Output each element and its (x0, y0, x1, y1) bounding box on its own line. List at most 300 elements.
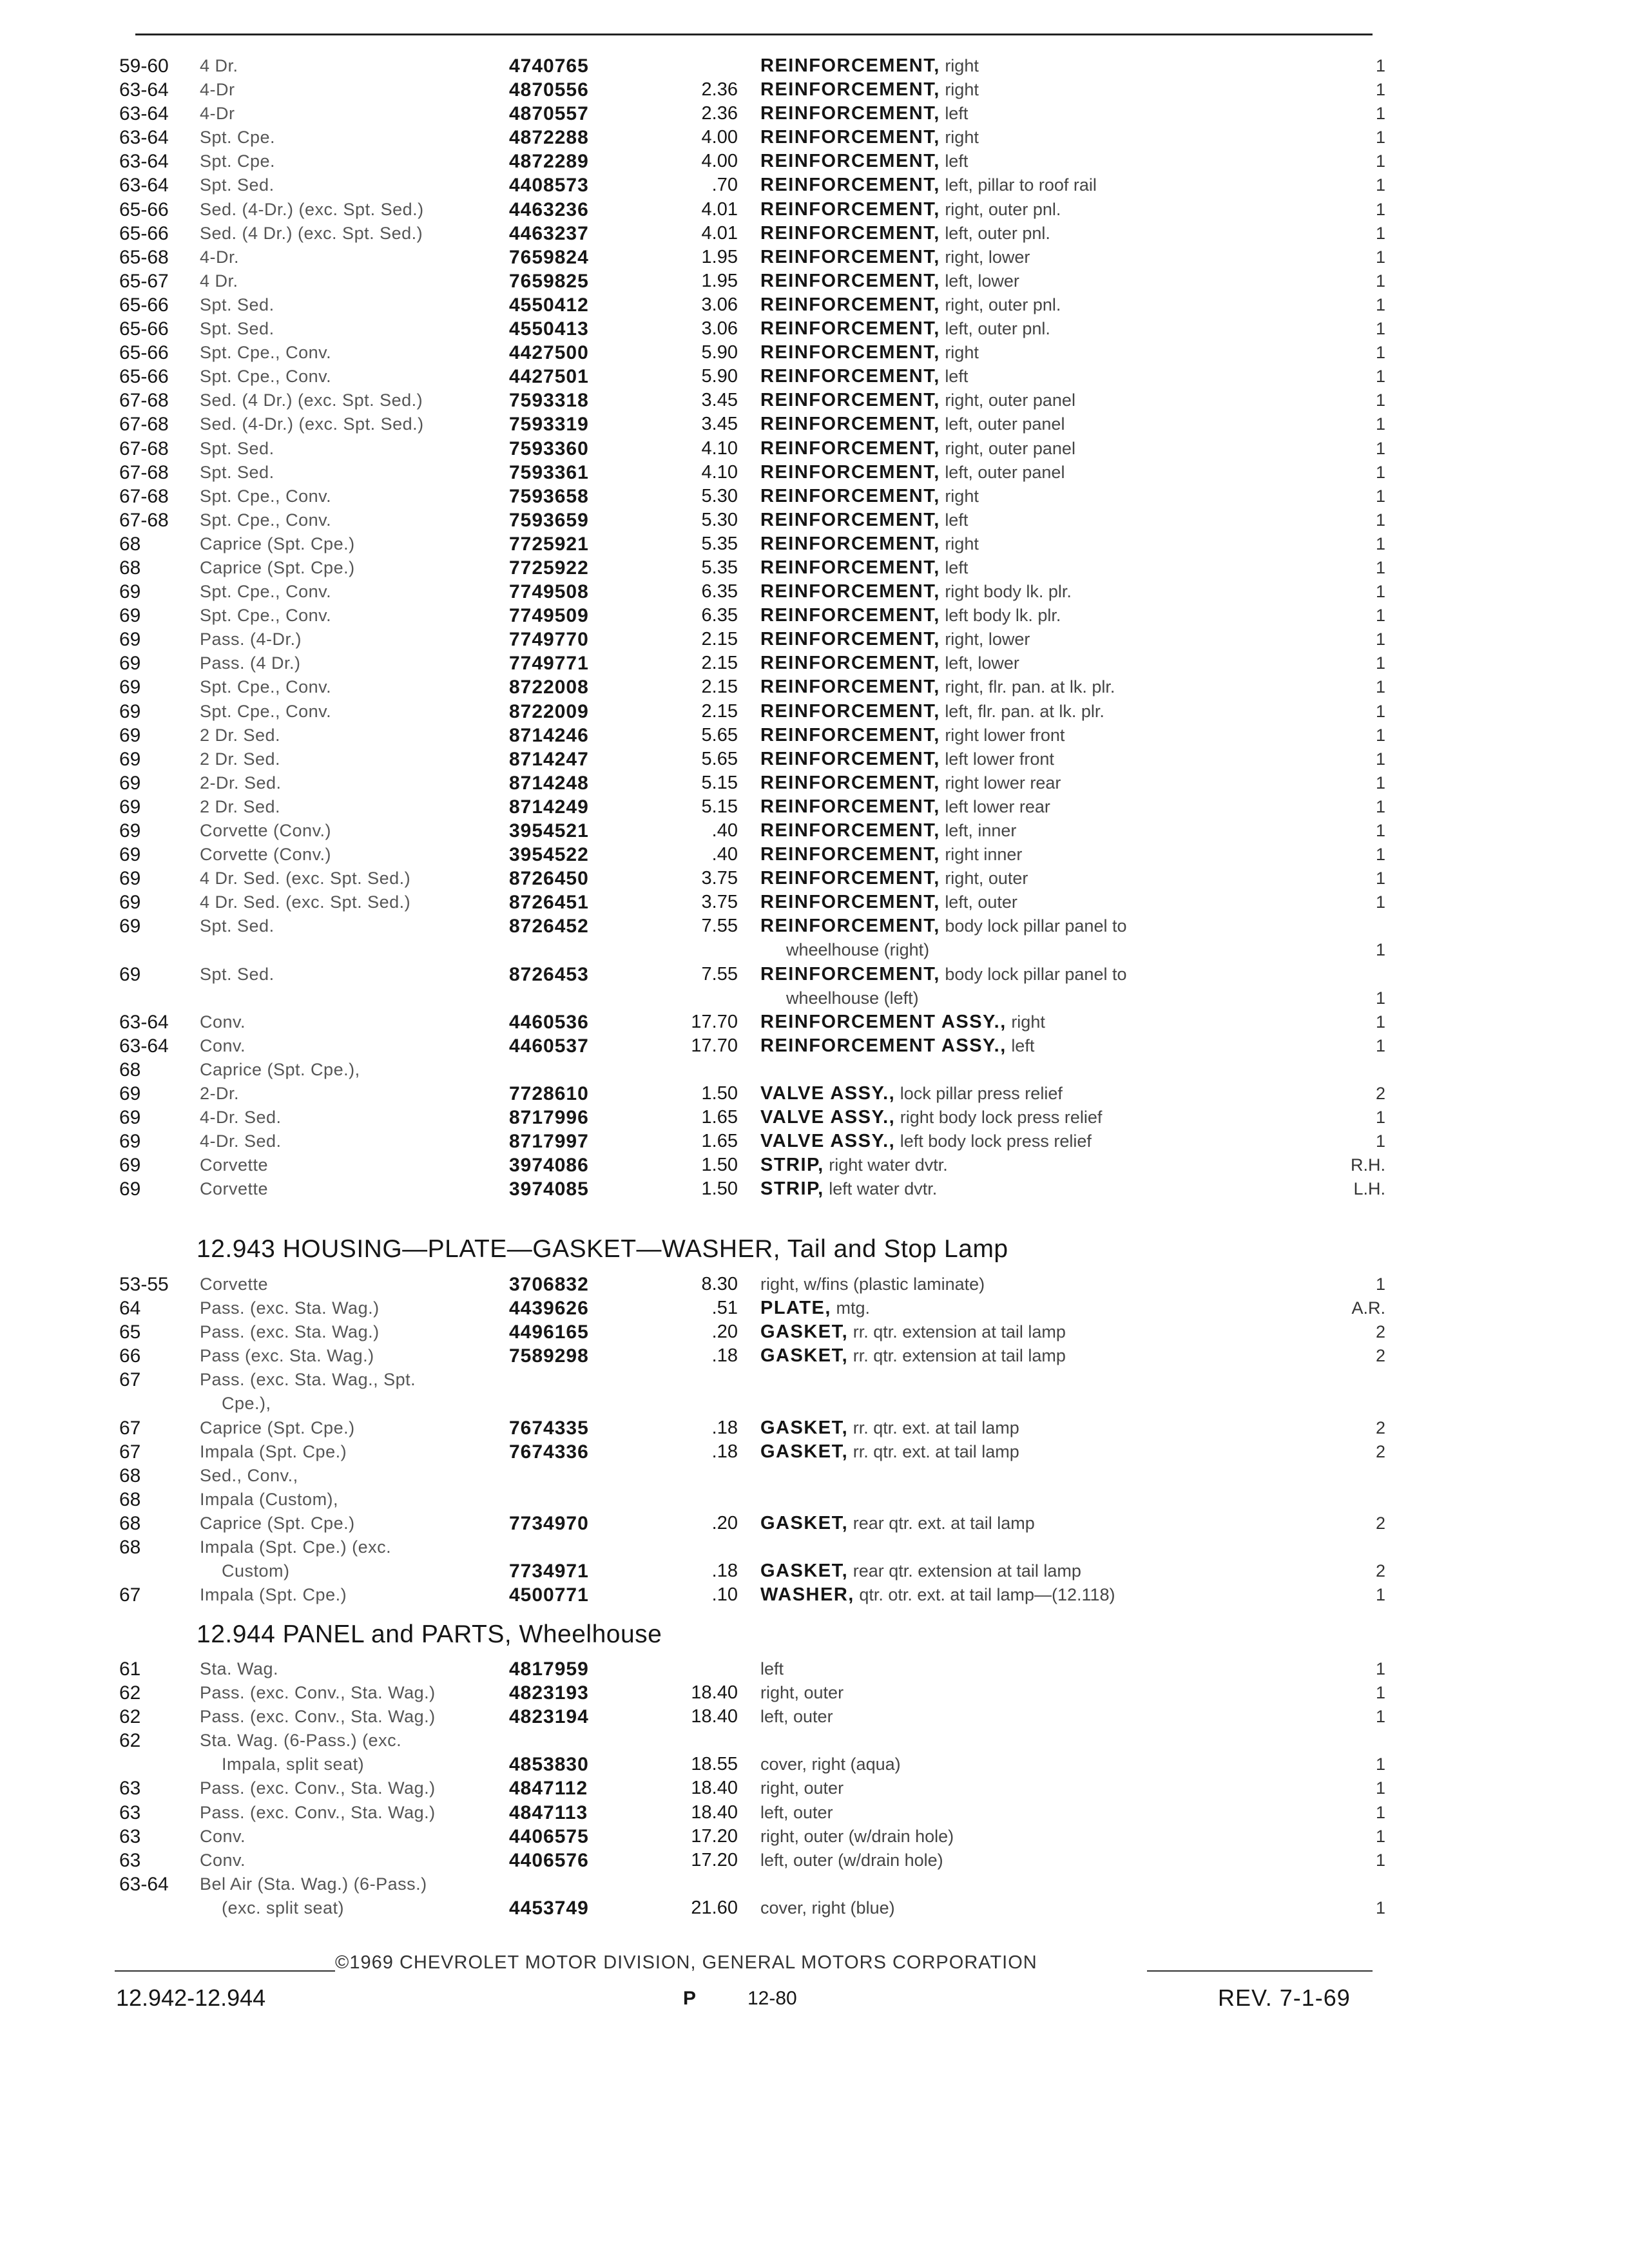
quantity: 1 (1375, 367, 1385, 387)
part-description (760, 532, 1366, 556)
part-name: REINFORCEMENT, (760, 653, 940, 674)
model-years: 67-68 (119, 390, 169, 412)
model-description: 2-Dr. Sed. (200, 773, 282, 793)
part-name: REINFORCEMENT, (760, 127, 940, 148)
model-years: 63-64 (119, 127, 169, 149)
part-name: REINFORCEMENT, (760, 724, 940, 745)
part-detail: right (945, 343, 979, 363)
part-description (760, 1512, 1366, 1535)
part-name: REINFORCEMENT, (760, 103, 940, 124)
list-price: .51 (711, 1298, 738, 1319)
list-price: 17.20 (691, 1849, 738, 1870)
model-description: Corvette (200, 1155, 269, 1175)
part-number: 3974086 (509, 1155, 589, 1177)
model-years: 67 (119, 1584, 141, 1606)
part-name: REINFORCEMENT, (760, 772, 940, 793)
list-price: 6.35 (701, 605, 738, 626)
part-description (760, 771, 1366, 795)
part-detail: right (945, 56, 979, 75)
model-years: 68 (119, 1537, 141, 1559)
part-number: 8717997 (509, 1131, 589, 1153)
heading-sub: Tail and Stop Lamp (787, 1235, 1008, 1263)
model-years: 69 (119, 916, 141, 937)
model-description: Impala (Spt. Cpe.) (exc. (200, 1537, 392, 1557)
model-years: 65-66 (119, 198, 169, 220)
quantity: 1 (1375, 988, 1385, 1008)
list-price: 1.50 (701, 1155, 738, 1176)
list-price: 8.30 (701, 1274, 738, 1294)
model-years: 69 (119, 629, 141, 651)
model-description: 4-Dr. (200, 247, 240, 267)
quantity: 1 (1375, 1659, 1385, 1678)
quantity: 1 (1375, 725, 1385, 745)
list-price: 18.40 (691, 1778, 738, 1799)
quantity: 1 (1375, 845, 1385, 865)
part-detail: right, w/fins (plastic laminate) (760, 1274, 985, 1294)
heading-number: 12.944 (197, 1620, 276, 1648)
part-detail: rear qtr. extension at tail lamp (853, 1561, 1081, 1581)
list-price: 4.01 (701, 222, 738, 244)
model-description: Spt. Cpe., Conv. (200, 677, 332, 697)
list-price: 2.15 (701, 629, 738, 650)
part-number: 7725921 (509, 533, 589, 555)
model-description: Sed. (4-Dr.) (exc. Spt. Sed.) (200, 414, 424, 434)
part-number: 8726453 (509, 963, 589, 985)
model-description: Corvette (200, 1179, 269, 1199)
part-description (760, 1440, 1366, 1464)
model-years: 65-68 (119, 246, 169, 268)
list-price: .10 (711, 1584, 738, 1606)
list-price: 18.55 (691, 1754, 738, 1775)
part-name: VALVE ASSY., (760, 1131, 896, 1152)
model-years: 69 (119, 581, 141, 603)
part-number: 7593319 (509, 414, 589, 436)
quantity: 2 (1375, 1441, 1385, 1461)
part-name: REINFORCEMENT, (760, 318, 940, 340)
part-detail: right, outer (w/drain hole) (760, 1826, 954, 1846)
top-rule (135, 34, 1373, 35)
part-name: REINFORCEMENT, (760, 629, 940, 650)
part-description (760, 747, 1366, 771)
model-years: 67 (119, 1369, 141, 1391)
part-detail: left (945, 367, 969, 387)
part-name: GASKET, (760, 1561, 849, 1582)
model-years: 62 (119, 1730, 141, 1752)
model-description: Spt. Cpe., Conv. (200, 510, 332, 530)
part-number: 4872289 (509, 151, 589, 173)
parts-row (0, 1416, 1629, 1440)
quantity: 1 (1375, 462, 1385, 482)
part-detail: left (945, 510, 969, 530)
model-years: 63 (119, 1825, 141, 1847)
parts-row (0, 78, 1629, 102)
model-description: 4-Dr (200, 80, 235, 100)
part-description (760, 198, 1366, 222)
part-description (760, 1657, 1366, 1681)
model-years: 63 (119, 1802, 141, 1823)
model-description: 2 Dr. Sed. (200, 749, 281, 769)
part-description (760, 867, 1366, 890)
part-detail: right (945, 80, 979, 100)
quantity: 1 (1375, 796, 1385, 816)
part-number: 4427500 (509, 342, 589, 364)
part-description (760, 1896, 1366, 1920)
footer-rule-left (115, 1970, 335, 1972)
part-description (760, 1681, 1366, 1705)
quantity: 1 (1375, 653, 1385, 673)
quantity: 1 (1375, 438, 1385, 458)
part-name: GASKET, (760, 1441, 849, 1462)
quantity: 1 (1375, 1898, 1385, 1917)
part-name: REINFORCEMENT, (760, 820, 940, 841)
part-detail: right (1011, 1012, 1045, 1032)
part-detail: left (945, 104, 969, 124)
parts-row (0, 1729, 1629, 1753)
model-description: 4 Dr. Sed. (exc. Spt. Sed.) (200, 869, 411, 889)
list-price: 5.65 (701, 724, 738, 745)
model-years: 69 (119, 748, 141, 770)
part-number: 4550413 (509, 318, 589, 340)
quantity: L.H. (1353, 1179, 1385, 1199)
part-detail: left lower rear (945, 796, 1050, 816)
part-description (760, 675, 1366, 699)
part-description (760, 843, 1366, 867)
model-description: Caprice (Spt. Cpe.) (200, 557, 355, 577)
model-description: Spt. Cpe., Conv. (200, 582, 332, 602)
part-detail: wheelhouse (left) (786, 988, 919, 1008)
model-years: 69 (119, 868, 141, 890)
quantity: 1 (1375, 557, 1385, 577)
model-description: Pass. (exc. Sta. Wag., Spt. (200, 1370, 416, 1390)
part-name: REINFORCEMENT, (760, 916, 940, 937)
section-12-944-rows (0, 1657, 1629, 1920)
part-description (760, 269, 1366, 293)
part-detail: left body lock press relief (900, 1131, 1092, 1151)
section-heading-12-944 (197, 1620, 662, 1649)
model-description: Corvette (Conv.) (200, 845, 332, 865)
part-description (760, 54, 1366, 78)
parts-row (0, 771, 1629, 795)
part-name: REINFORCEMENT, (760, 175, 940, 196)
part-detail: right (945, 486, 979, 506)
part-detail: right lower front (945, 725, 1065, 745)
part-description (760, 461, 1366, 485)
quantity: 1 (1375, 821, 1385, 840)
part-detail: left, outer panel (945, 414, 1065, 434)
part-detail: right, lower (945, 247, 1030, 267)
model-years: 65-66 (119, 342, 169, 364)
model-years: 64 (119, 1298, 141, 1320)
part-name: REINFORCEMENT, (760, 892, 940, 913)
list-price: 6.35 (701, 581, 738, 602)
part-name: REINFORCEMENT, (760, 390, 940, 411)
section-heading-12-943 (197, 1235, 1008, 1264)
model-years: 69 (119, 892, 141, 914)
parts-row (0, 1801, 1629, 1825)
parts-row (0, 1657, 1629, 1681)
parts-row (0, 963, 1629, 986)
part-detail: mtg. (836, 1298, 870, 1318)
part-name: STRIP, (760, 1178, 824, 1200)
part-detail: left (760, 1659, 784, 1678)
model-years: 69 (119, 1107, 141, 1129)
model-years: 69 (119, 844, 141, 866)
parts-row (0, 317, 1629, 341)
parts-row (0, 365, 1629, 389)
model-description: Pass. (exc. Sta. Wag.) (200, 1322, 380, 1342)
list-price: 5.35 (701, 533, 738, 554)
footer-copyright: ©1969 CHEVROLET MOTOR DIVISION, GENERAL MOTORS CORPORATION (335, 1952, 1037, 1973)
quantity: 1 (1375, 414, 1385, 434)
parts-row (0, 126, 1629, 149)
parts-row (0, 1082, 1629, 1106)
part-description (760, 1010, 1366, 1034)
part-detail: rr. qtr. extension at tail lamp (853, 1322, 1066, 1342)
part-description (760, 1106, 1366, 1129)
part-number: 4460537 (509, 1035, 589, 1057)
part-description (760, 1129, 1366, 1153)
model-years: 68 (119, 1512, 141, 1534)
part-detail: right, lower (945, 629, 1030, 649)
parts-row (0, 747, 1629, 771)
model-description: 4-Dr (200, 104, 235, 124)
part-name: REINFORCEMENT, (760, 151, 940, 172)
list-price: 7.55 (701, 916, 738, 937)
quantity: 1 (1375, 199, 1385, 219)
model-description: Pass. (exc. Sta. Wag.) (200, 1298, 380, 1318)
part-name: REINFORCEMENT, (760, 414, 940, 435)
quantity: 1 (1375, 1683, 1385, 1703)
model-years: 63-64 (119, 151, 169, 173)
part-number: 4817959 (509, 1658, 589, 1680)
part-number: 3954522 (509, 844, 589, 866)
quantity: 2 (1375, 1561, 1385, 1581)
part-detail: right, outer pnl. (945, 199, 1061, 219)
model-description: Spt. Cpe. (200, 151, 276, 171)
parts-row (0, 222, 1629, 245)
part-description (760, 1034, 1366, 1058)
model-years: 69 (119, 677, 141, 698)
model-years: 68 (119, 1465, 141, 1486)
part-number: 4439626 (509, 1298, 589, 1320)
model-description: 2-Dr. (200, 1084, 240, 1104)
part-detail: right (945, 533, 979, 553)
part-description (760, 389, 1366, 412)
model-years: 69 (119, 1155, 141, 1177)
parts-row (0, 245, 1629, 269)
list-price: 4.00 (701, 127, 738, 148)
parts-row (0, 1296, 1629, 1320)
part-description (760, 317, 1366, 341)
part-description (760, 1344, 1366, 1368)
parts-row (0, 556, 1629, 580)
part-detail: right, outer panel (945, 438, 1075, 458)
quantity: 1 (1375, 1585, 1385, 1605)
part-description (760, 1753, 1366, 1776)
part-name: REINFORCEMENT, (760, 461, 940, 483)
model-years: 67 (119, 1441, 141, 1463)
part-description (760, 365, 1366, 389)
part-description (760, 914, 1366, 938)
parts-row (0, 938, 1629, 962)
part-number: 7728610 (509, 1083, 589, 1105)
list-price: 5.30 (701, 509, 738, 530)
parts-row (0, 1896, 1629, 1920)
quantity: 1 (1375, 677, 1385, 697)
part-number: 7589298 (509, 1345, 589, 1367)
parts-row (0, 843, 1629, 867)
list-price: 3.75 (701, 868, 738, 889)
model-years: 65-66 (119, 366, 169, 388)
model-years: 68 (119, 557, 141, 579)
list-price: 18.40 (691, 1682, 738, 1704)
model-description: Pass. (exc. Conv., Sta. Wag.) (200, 1707, 436, 1727)
part-name: GASKET, (760, 1345, 849, 1367)
model-description: Cpe.), (222, 1394, 271, 1414)
quantity: 1 (1375, 271, 1385, 291)
part-description (760, 1705, 1366, 1729)
part-description (760, 245, 1366, 269)
part-number: 7593658 (509, 485, 589, 507)
model-description: Impala (Custom), (200, 1489, 339, 1509)
parts-row (0, 437, 1629, 461)
part-detail: body lock pillar panel to (945, 916, 1127, 936)
part-detail: left, outer pnl. (945, 223, 1050, 243)
model-years: 63-64 (119, 175, 169, 197)
list-price: 1.65 (701, 1131, 738, 1152)
part-name: REINFORCEMENT ASSY., (760, 1035, 1007, 1056)
part-number: 8714248 (509, 772, 589, 794)
model-description: Impala (Spt. Cpe.) (200, 1585, 347, 1605)
model-description: Spt. Cpe., Conv. (200, 701, 332, 721)
part-detail: right, outer panel (945, 390, 1075, 410)
part-name: VALVE ASSY., (760, 1107, 896, 1128)
part-description (760, 1153, 1366, 1177)
quantity: 1 (1375, 1012, 1385, 1032)
part-detail: right lower rear (945, 773, 1061, 793)
parts-row (0, 1010, 1629, 1034)
part-name: REINFORCEMENT, (760, 796, 940, 817)
part-description (760, 222, 1366, 245)
model-years: 69 (119, 1131, 141, 1153)
parts-row (0, 986, 1629, 1010)
parts-row (0, 890, 1629, 914)
part-detail: left, lower (945, 271, 1019, 291)
part-number: 8726452 (509, 916, 589, 937)
part-name: REINFORCEMENT, (760, 294, 940, 315)
model-years: 53-55 (119, 1274, 169, 1295)
part-number: 4406575 (509, 1825, 589, 1847)
parts-row (0, 1368, 1629, 1392)
model-years: 68 (119, 1059, 141, 1081)
model-years: 67-68 (119, 437, 169, 459)
part-detail: left body lk. plr. (945, 606, 1061, 626)
quantity: 1 (1375, 629, 1385, 649)
part-detail: rr. qtr. ext. at tail lamp (853, 1418, 1019, 1437)
part-number: 8717996 (509, 1107, 589, 1129)
parts-row (0, 1129, 1629, 1153)
heading-sub: Wheelhouse (519, 1620, 662, 1648)
quantity: 1 (1375, 390, 1385, 410)
part-description (760, 437, 1366, 461)
model-description: Corvette (200, 1274, 269, 1294)
parts-row (0, 675, 1629, 699)
part-number: 7674335 (509, 1417, 589, 1439)
part-number: 4823193 (509, 1682, 589, 1704)
list-price: 17.70 (691, 1011, 738, 1032)
part-description (760, 1583, 1366, 1607)
part-number: 7734971 (509, 1561, 589, 1582)
part-description (760, 1559, 1366, 1583)
model-years: 62 (119, 1682, 141, 1704)
list-price: .18 (711, 1417, 738, 1438)
part-number: 4870556 (509, 79, 589, 101)
part-description (760, 173, 1366, 197)
part-name: REINFORCEMENT, (760, 198, 940, 220)
part-description (760, 102, 1366, 126)
part-number: 7749508 (509, 581, 589, 603)
model-description: Sed. (4 Dr.) (exc. Spt. Sed.) (200, 390, 423, 410)
parts-row (0, 1512, 1629, 1535)
model-years: 63-64 (119, 1873, 169, 1895)
model-years: 69 (119, 963, 141, 985)
part-number: 7749770 (509, 629, 589, 651)
list-price: 7.55 (701, 963, 738, 985)
part-number: 7734970 (509, 1512, 589, 1534)
part-name: REINFORCEMENT, (760, 485, 940, 506)
part-name: REINFORCEMENT, (760, 533, 940, 554)
footer-group-range: 12.942-12.944 (116, 1984, 266, 2011)
model-years: 65-67 (119, 270, 169, 292)
part-number: 4847113 (509, 1802, 588, 1823)
model-description: Caprice (Spt. Cpe.) (200, 1513, 355, 1533)
model-years: 69 (119, 700, 141, 722)
parts-row (0, 1392, 1629, 1416)
model-description: 2 Dr. Sed. (200, 725, 281, 745)
part-name: REINFORCEMENT, (760, 963, 940, 985)
model-description: Sed. (4-Dr.) (exc. Spt. Sed.) (200, 199, 424, 219)
part-detail: left, outer (760, 1802, 833, 1822)
part-name: REINFORCEMENT, (760, 222, 940, 244)
part-number: 4427501 (509, 366, 589, 388)
part-number: 4847112 (509, 1778, 588, 1800)
part-number: 4406576 (509, 1849, 589, 1871)
parts-row (0, 1825, 1629, 1849)
parts-row (0, 341, 1629, 365)
heading-main: PANEL and PARTS, (282, 1620, 512, 1648)
list-price: 5.90 (701, 366, 738, 387)
parts-row (0, 293, 1629, 317)
quantity: 1 (1375, 343, 1385, 363)
quantity: 1 (1375, 606, 1385, 626)
quantity: 1 (1375, 223, 1385, 243)
model-description: Spt. Sed. (200, 319, 275, 339)
parts-row (0, 532, 1629, 556)
list-price: 2.15 (701, 677, 738, 698)
parts-row (0, 914, 1629, 938)
parts-row (0, 1488, 1629, 1512)
list-price: .18 (711, 1561, 738, 1582)
quantity: 1 (1375, 701, 1385, 721)
model-description: Caprice (Spt. Cpe.) (200, 533, 355, 553)
part-detail: left, flr. pan. at lk. plr. (945, 701, 1104, 721)
part-description (760, 1416, 1366, 1440)
parts-row (0, 269, 1629, 293)
quantity: 1 (1375, 319, 1385, 339)
list-price: 17.70 (691, 1035, 738, 1056)
part-name: REINFORCEMENT, (760, 342, 940, 363)
part-name: REINFORCEMENT, (760, 79, 940, 101)
